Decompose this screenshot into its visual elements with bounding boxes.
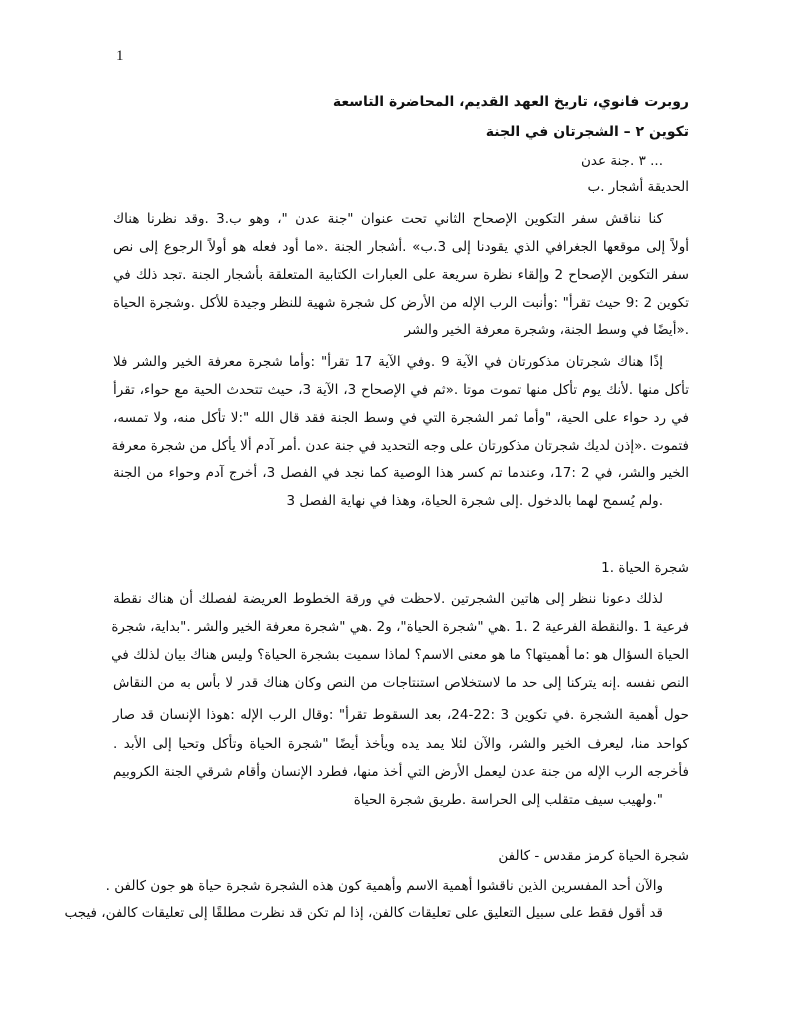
paragraph-line: .«أيضًا في وسط الجنة، وشجرة معرفة الخير والشر [404, 322, 689, 338]
paragraph-line: حول أهمية الشجرة .في تكوين 3 :22-24، بعد السقوط تقرأ" :وقال الرب الإله :هوذا الإنسان قد صار [113, 707, 689, 723]
paragraph-line: الحياة السؤال هو :ما أهميتها؟ ما هو معنى الاسم؟ لماذا سميت بشجرة الحياة؟ وليس هناك بيان لذلك في [111, 647, 689, 663]
paragraph-line: كواحد منا، ليعرف الخير والشر، والآن لئلا يمد يده ويأخذ أيضًا "شجرة الحياة وتأكل وتحيا إلى الأبد . [113, 736, 689, 752]
section-heading: شجرة الحياة كرمز مقدس - كالفن [498, 848, 689, 864]
paragraph-line: أولاً إلى موقعها الجغرافي الذي يقودنا إلى 3.ب» .أشجار الجنة .«ما أود فعله هو أولاً الرجوع إلى نص [113, 239, 689, 255]
document-title: روبرت فانوي، تاريخ العهد القديم، المحاضرة التاسعة [332, 94, 689, 110]
section-heading: شجرة الحياة .1 [601, 560, 689, 576]
paragraph-line: .ولم يُسمح لهما بالدخول .إلى شجرة الحياة، وهذا في نهاية الفصل 3 [286, 493, 663, 509]
paragraph-line: الخير والشر، في 2 :17، وعندما تم كسر هذا الوصية كما نجد في الفصل 3، أخرج آدم وحواء من الجنة [113, 465, 690, 481]
outline-item: الحديقة أشجار .ب [587, 179, 689, 195]
page-number: 1 [116, 48, 124, 64]
paragraph-line: تأكل منها .لأنك يوم تأكل منها تموت موتا .«ثم في الإصحاح 3، الآية 3، حيث تتحدث الحية مع حواء، تقرأ [113, 382, 689, 398]
paragraph-line: إذًا هناك شجرتان مذكورتان في الآية 9 .وفي الآية 17 تقرأ" :وأما شجرة معرفة الخير والشر فلا [113, 354, 663, 370]
paragraph-line: تكوين 2 :9 حيث تقرأ" :وأنبت الرب الإله من الأرض كل شجرة شهية للنظر وجيدة للأكل .وشجرة الحياة [113, 295, 690, 311]
paragraph-line: قد أقول فقط على سبيل التعليق على تعليقات كالفن، إذا لم تكن قد نظرت مطلقًا إلى تعليقات كالفن، فيجب [64, 905, 663, 921]
paragraph-line: والآن أحد المفسرين الذين ناقشوا أهمية الاسم وأهمية كون هذه الشجرة شجرة حياة هو جون كالفن . [105, 878, 663, 894]
paragraph-line: فتموت .«إذن لديك شجرتان مذكورتان على وجه التحديد في جنة عدن .أمر آدم ألا يأكل من شجرة معرفة [111, 438, 689, 454]
paragraph-line: كنا نناقش سفر التكوين الإصحاح الثاني تحت عنوان "جنة عدن "، وهو ب.3 .وقد نظرنا هناك [113, 211, 663, 227]
paragraph-line: النص نفسه .إنه يتركنا إلى حد ما لاستخلاص استنتاجات من النص وكان هناك قدر لا بأس به من النقاش [113, 675, 689, 691]
paragraph-line: لذلك دعونا ننظر إلى هاتين الشجرتين .لاحظت في ورقة الخطوط العريضة لفصلك أن هناك نقطة [113, 591, 663, 607]
outline-item: ... ٣ .جنة عدن [580, 153, 663, 169]
paragraph-line: ".ولهيب سيف متقلب إلى الحراسة .طريق شجرة الحياة [353, 792, 663, 808]
paragraph-line: فرعية 1 .والنقطة الفرعية 2 .1 .هي "شجرة الحياة"، و2 .هي "شجرة معرفة الخير والشر ."بداية، شجرة [111, 619, 689, 635]
document-subtitle: تكوين ٢ – الشجرتان في الجنة [485, 124, 689, 140]
paragraph-line: فأخرجه الرب الإله من جنة عدن ليعمل الأرض التي أخذ منها، فطرد الإنسان وأقام شرقي الجنة الكروبيم [113, 764, 689, 780]
paragraph-line: سفر التكوين الإصحاح 2 وإلقاء نظرة سريعة على العبارات الكتابية المتعلقة بأشجار الجنة .تجد ذلك في [113, 267, 689, 283]
paragraph-line: في رد حواء على الحية، "وأما ثمر الشجرة التي في وسط الجنة فقد قال الله ":لا تأكل منه، ولا تمسه، [113, 410, 689, 426]
